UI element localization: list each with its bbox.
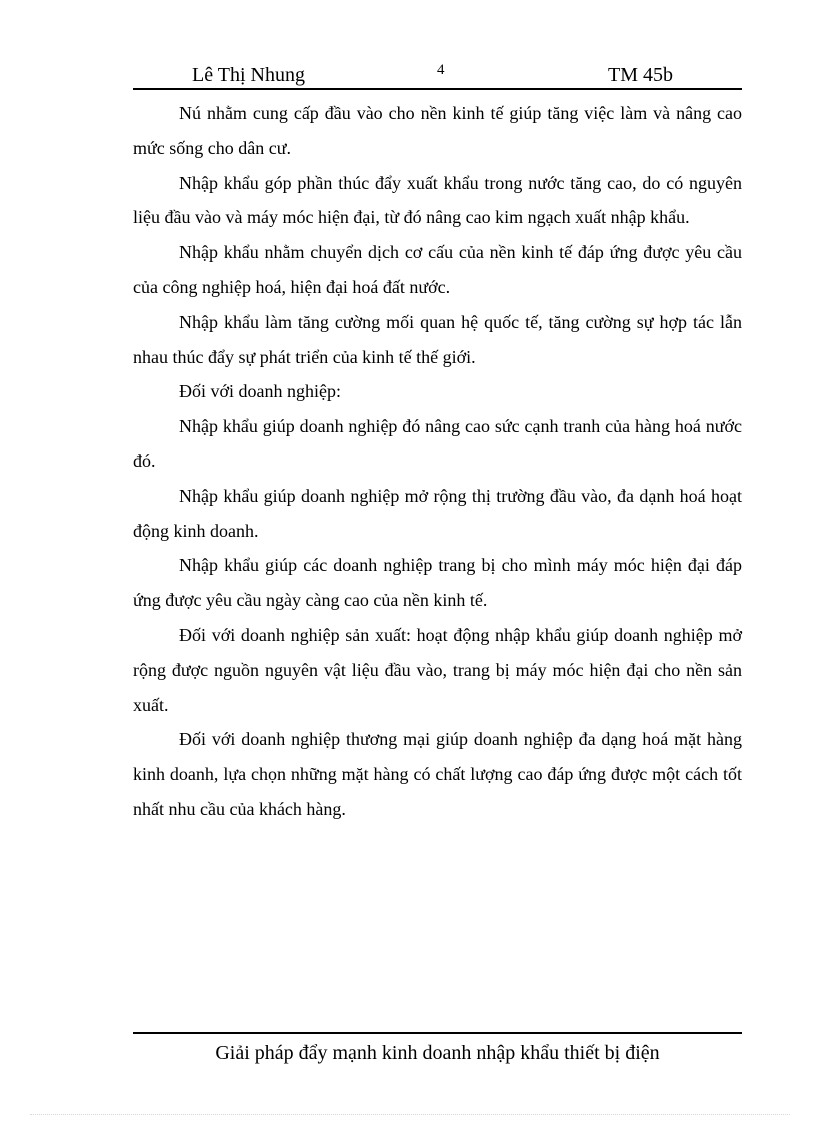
paragraph: Nhập khẩu nhằm chuyển dịch cơ cấu của nền kinh tế đáp ứng được yêu cầu của công nghiệp hoá, hiện đại hoá đất nước. <box>133 242 742 297</box>
paragraph: Nhập khẩu giúp doanh nghiệp mở rộng thị trường đầu vào, đa dạnh hoá hoạt động kinh doanh. <box>133 485 742 541</box>
footer-rule <box>133 1032 742 1034</box>
header-rule <box>133 88 742 90</box>
body-text <box>133 96 742 827</box>
page-number: 4 <box>437 62 445 78</box>
paragraph: Nhập khẩu giúp các doanh nghiệp trang bị cho mình máy móc hiện đại đáp ứng được yêu cầu ngày càng cao của nền kinh tế. <box>133 555 742 611</box>
paragraph: Nhập khẩu làm tăng cường mối quan hệ quốc tế, tăng cường sự hợp tác lẫn nhau thúc đẩy sự phát triển của kinh tế thế giới. <box>133 311 742 367</box>
footer-title: Giải pháp đẩy mạnh kinh doanh nhập khẩu thiết bị điện <box>215 1042 660 1064</box>
paragraph: Đối với doanh nghiệp thương mại giúp doanh nghiệp đa dạng hoá mặt hàng kinh doanh, lựa chọn những mặt hàng có chất lượng cao đáp ứng được một cách tốt nhất nhu cầu của khách hàng. <box>133 729 742 819</box>
header-class-code: TM 45b <box>608 64 673 86</box>
header-author: Lê Thị Nhung <box>192 64 305 86</box>
page-edge-divider <box>30 1114 790 1115</box>
paragraph: Nú nhằm cung cấp đầu vào cho nền kinh tế giúp tăng việc làm và nâng cao mức sống cho dân cư. <box>133 103 742 158</box>
paragraph: Đối với doanh nghiệp: <box>179 381 341 402</box>
paragraph: Nhập khẩu giúp doanh nghiệp đó nâng cao sức cạnh tranh của hàng hoá nước đó. <box>133 416 742 471</box>
paragraph: Nhập khẩu góp phần thúc đẩy xuất khẩu trong nước tăng cao, do có nguyên liệu đầu vào và máy móc hiện đại, từ đó nâng cao kim ngạch xuất nhập khẩu. <box>133 172 742 228</box>
paragraph: Đối với doanh nghiệp sản xuất: hoạt động nhập khẩu giúp doanh nghiệp mở rộng được nguồn nguyên vật liệu đầu vào, trang bị máy móc hiện đại cho nền sản xuất. <box>133 624 742 715</box>
